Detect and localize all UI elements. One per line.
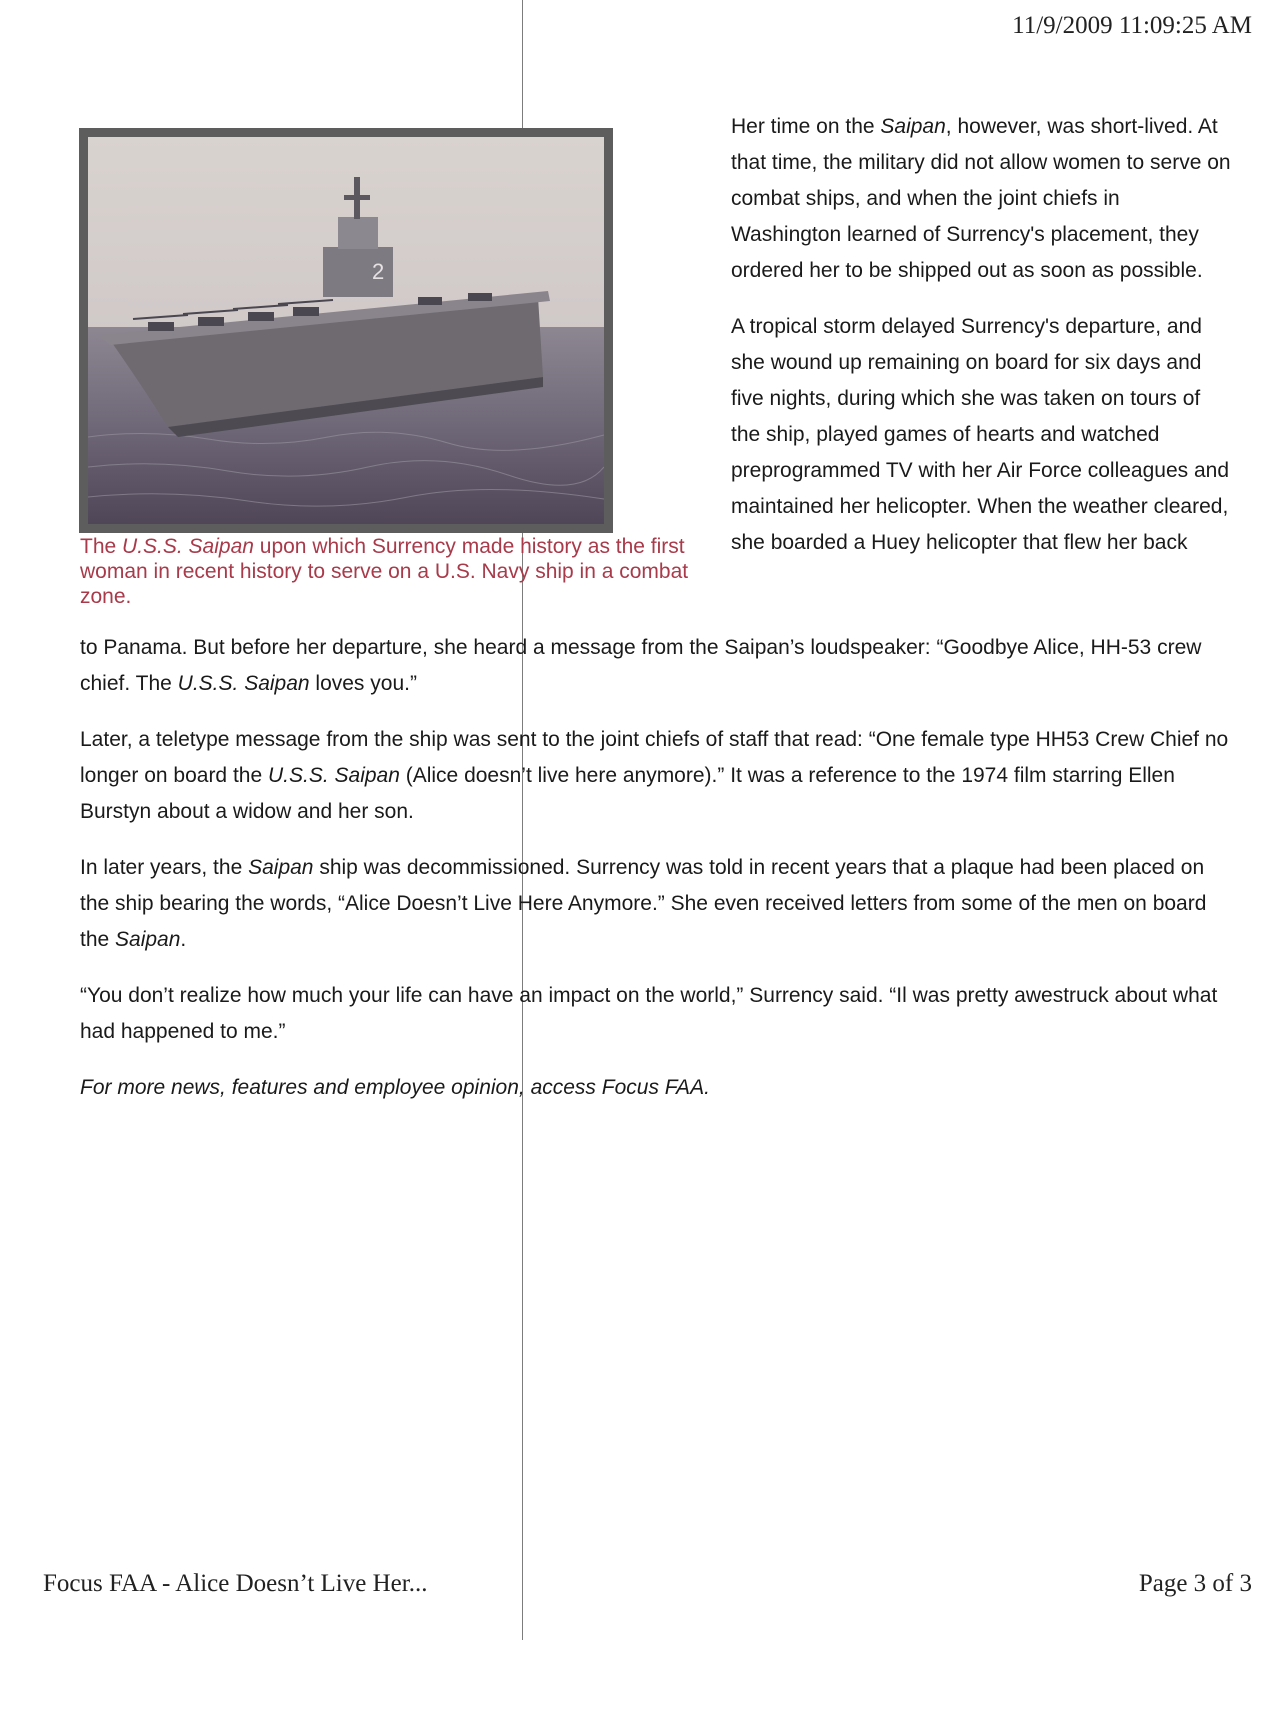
paragraph-5-quote: “You don’t realize how much your life can have an impact on the world,” Surrency said. “Il was pretty awestruck about what had happened to me.”: [80, 984, 1218, 1043]
footer-page-number: Page 3 of 3: [1138, 1570, 1252, 1597]
print-timestamp: 11/9/2009 11:09:25 AM: [1012, 12, 1252, 39]
footer-page-title: Focus FAA - Alice Doesn’t Live Her...: [43, 1570, 428, 1597]
paragraph-1: Her time on the Saipan, however, was short-lived. At that time, the military did not allow women to serve on combat ships, and when the joint chiefs in Washington learned of Surrency's placement, they ordered her to be shipped out as soon as possible.: [731, 115, 1231, 282]
article-body: [80, 630, 1230, 1126]
paragraph-2-continued: to Panama. But before her departure, she heard a message from the Saipan’s loudspeaker: “Goodbye Alice, HH-53 crew chief. The U.S.S. Saipan loves you.”: [80, 636, 1202, 695]
ship-photo: [79, 128, 613, 533]
paragraph-3: Later, a teletype message from the ship was sent to the joint chiefs of staff that read: “One female type HH53 Crew Chief no longer on board the U.S.S. Saipan (Alice doesn’t live here anymore).” It was a reference to the 1974 film starring Ellen Burstyn about a widow and her son.: [80, 728, 1229, 823]
paragraph-2-start: A tropical storm delayed Surrency's departure, and she wound up remaining on board for six days and five nights, during which she was taken on tours of the ship, played games of hearts and watched preprogrammed TV with her Air Force colleagues and maintained her helicopter. When the weather cleared, she boarded a Huey helicopter that flew her back: [731, 315, 1230, 554]
aircraft-carrier-image: [88, 137, 604, 524]
photo-caption: The U.S.S. Saipan upon which Surrency made history as the first woman in recent history to serve on a U.S. Navy ship in a combat zone.: [80, 535, 689, 608]
right-column: [731, 109, 1231, 581]
paragraph-4: In later years, the Saipan ship was decommissioned. Surrency was told in recent years that a plaque had been placed on the ship bearing the words, “Alice Doesn’t Live Here Anymore.” She even received letters from some of the men on board the Saipan.: [80, 856, 1207, 951]
svg-text:2: 2: [372, 259, 385, 284]
paragraph-6-note: For more news, features and employee opinion, access Focus FAA.: [80, 1076, 710, 1099]
